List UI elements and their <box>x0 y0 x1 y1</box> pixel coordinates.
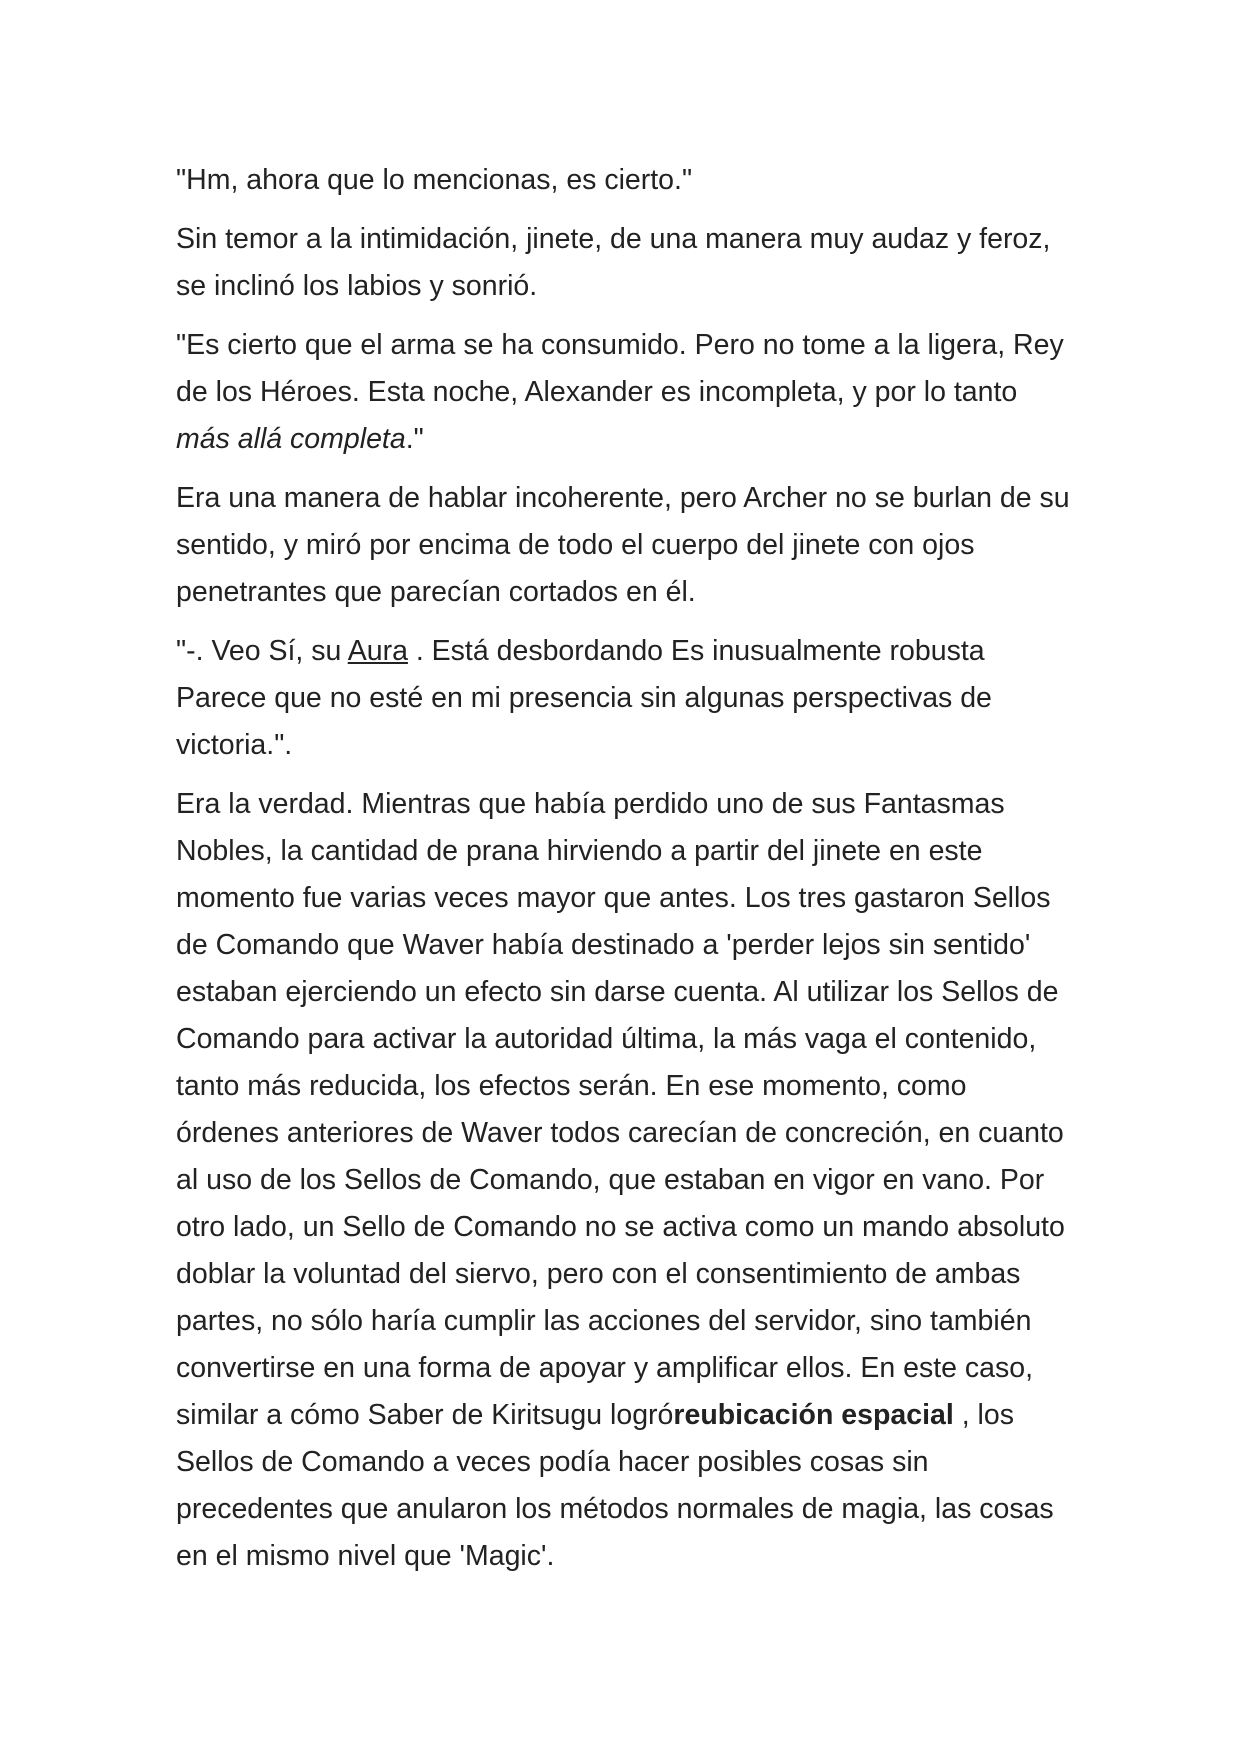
aura-link[interactable]: Aura <box>347 635 408 667</box>
paragraph-3-text: "Es cierto que el arma se ha consumido. Pero no tome a la ligera, Rey de los Héroes. Esta noche, Alexander es incompleta, y por lo tanto <box>176 329 1064 408</box>
paragraph-2 <box>176 216 1076 310</box>
paragraph-5-text: "-. Veo Sí, su <box>176 635 348 667</box>
paragraph-6-text: Era la verdad. Mientras que había perdido uno de sus Fantasmas Nobles, la cantidad de prana hirviendo a partir del jinete en este momento fue varias veces mayor que antes. Los tres gastaron Sellos de Comando que Waver había destinado a 'perder lejos sin sentido' estaban ejerciendo un efecto sin darse cuenta. Al utilizar los Sellos de Comando para activar la autoridad última, la más vaga el contenido, tanto más reducida, los efectos serán. En ese momento, como órdenes anteriores de Waver todos carecían de concreción, en cuanto al uso de los Sellos de Comando, que estaban en vigor en vano. Por otro lado, un Sello de Comando no se activa como un mando absoluto doblar la voluntad del siervo, pero con el consentimiento de ambas partes, no sólo haría cumplir las acciones del servidor, sino también convertirse en una forma de apoyar y amplificar ellos. En este caso, similar a cómo Saber de Kiritsugu logró <box>176 788 1065 1431</box>
paragraph-5-end: . Está desbordando Es inusualmente robusta Parece que no esté en mi presencia sin algunas perspectivas de victoria.". <box>176 635 992 761</box>
bold-phrase: reubicación espacial <box>673 1399 954 1431</box>
body-text <box>176 157 1076 1592</box>
paragraph-2-text: Sin temor a la intimidación, jinete, de una manera muy audaz y feroz, se inclinó los labios y sonrió. <box>176 223 1051 302</box>
paragraph-6 <box>176 781 1076 1580</box>
paragraph-3 <box>176 322 1076 463</box>
italic-phrase: más allá completa <box>176 423 406 455</box>
paragraph-6-end: , los Sellos de Comando a veces podía hacer posibles cosas sin precedentes que anularon los métodos normales de magia, las cosas en el mismo nivel que 'Magic'. <box>176 1399 1054 1572</box>
paragraph-3-end: ." <box>405 423 424 455</box>
paragraph-1-text: "Hm, ahora que lo mencionas, es cierto." <box>176 164 693 196</box>
paragraph-4-text: Era una manera de hablar incoherente, pero Archer no se burlan de su sentido, y miró por encima de todo el cuerpo del jinete con ojos penetrantes que parecían cortados en él. <box>176 482 1070 608</box>
paragraph-4 <box>176 475 1076 616</box>
paragraph-5 <box>176 628 1076 769</box>
paragraph-1 <box>176 157 1076 204</box>
